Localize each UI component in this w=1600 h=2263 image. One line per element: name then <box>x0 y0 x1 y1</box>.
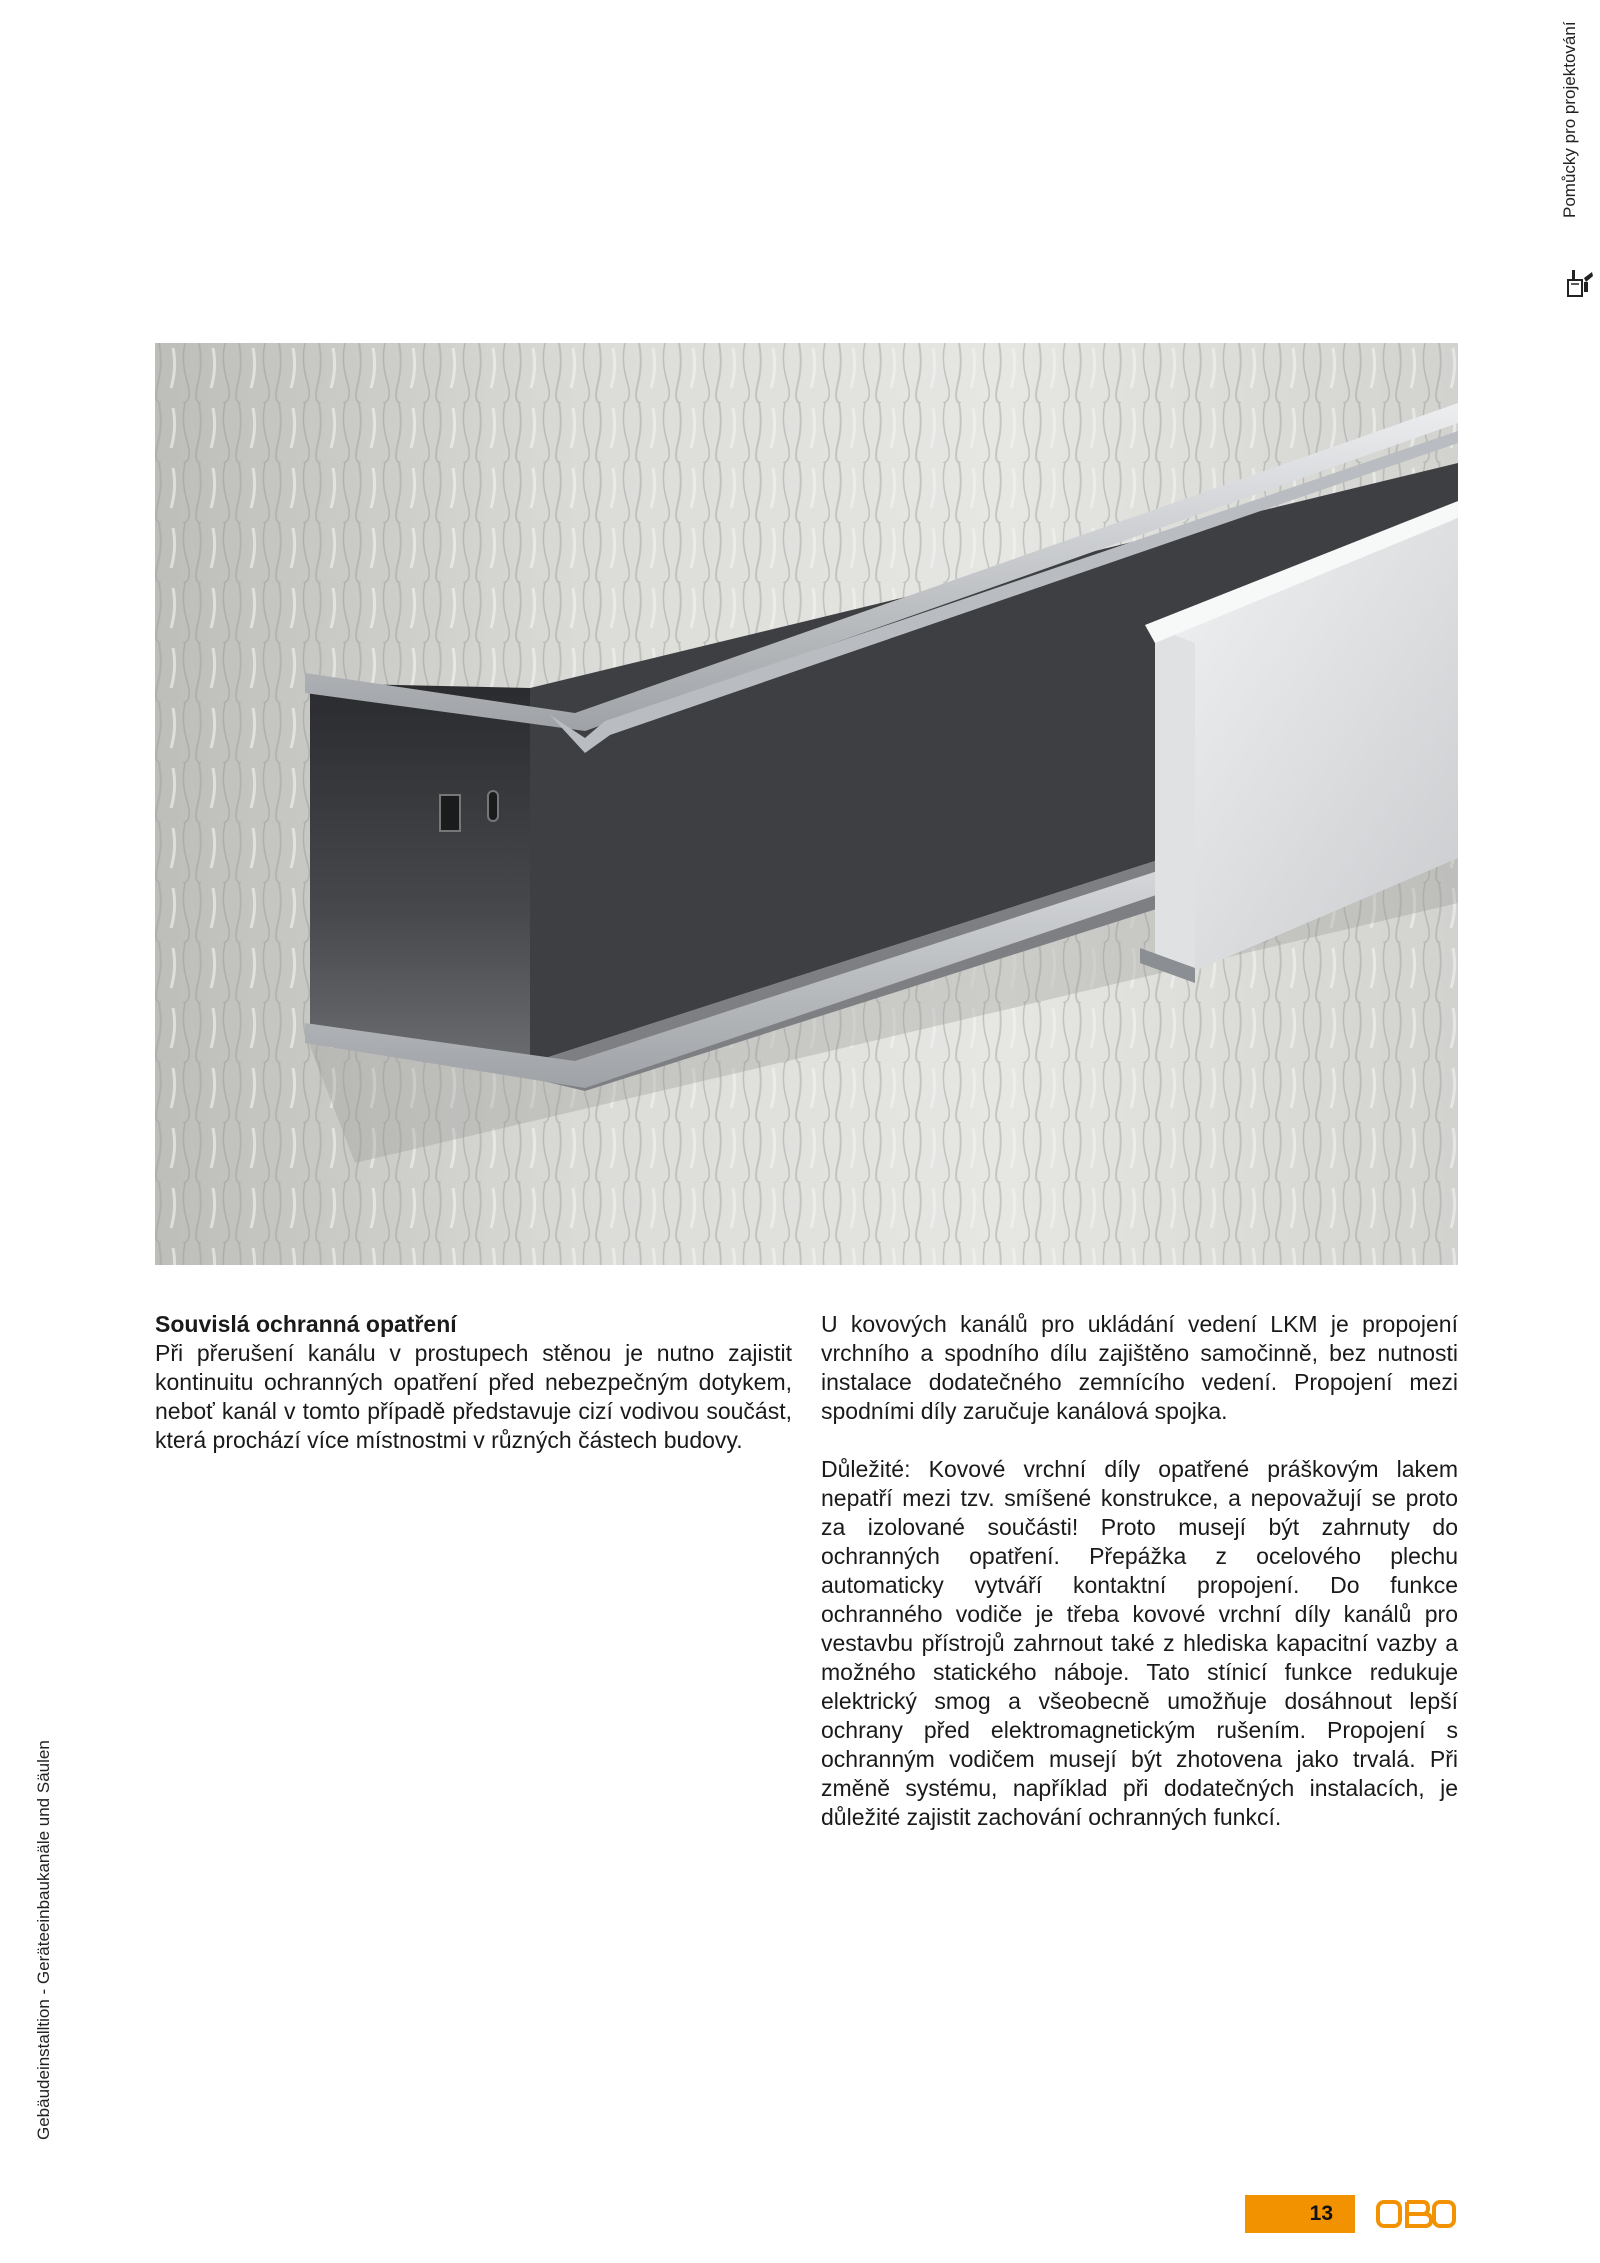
right-text-column <box>821 1310 1458 1832</box>
right-paragraph-1: U kovových kanálů pro ukládání vedení LKM je propojení vrchního a spodního dílu zajištěno samočinně, bez nutnosti instalace dodatečného zemnícího vedení. Propojení mezi spodními díly zaručuje kanálová spojka. <box>821 1311 1458 1424</box>
right-paragraph-2: Důležité: Kovové vrchní díly opatřené práškovým lakem nepatří mezi tzv. smíšené konstrukce, a nepovažují se proto za izolované součásti! Proto musejí být zahrnuty do ochranných opatření. Přepážka z ocelového plechu automaticky vytváří kontaktní propojení. Do funkce ochranného vodiče je třeba kovové vrchní díly kanálů pro vestavbu přístrojů zahrnout také z hlediska kapacitní vazby a možného statického náboje. Tato stínicí funkce redukuje elektrický smog a všeobecně umožňuje dosáhnout lepší ochrany před elektromagnetickým rušením. Propojení s ochranným vodičem musejí být zhotovena jako trvalá. Při změně systému, například při dodatečných instalacích, je důležité zajistit zachování ochranných funkcí. <box>821 1456 1458 1830</box>
document-title-vertical: Gebäudeinstalltion - Geräteeinbaukanäle und Säulen <box>34 1740 53 2140</box>
cable-duct-photo <box>155 343 1458 1265</box>
left-paragraph: Při přerušení kanálu v prostupech stěnou je nutno zajistit kontinuitu ochranných opatření před nebezpečným dotykem, neboť kanál v tomto případě představuje cizí vodivou součást, která prochází více místnostmi v různých částech budovy. <box>155 1340 792 1453</box>
left-text-column <box>155 1310 792 1455</box>
obo-logo <box>1375 2197 1457 2231</box>
section-title-vertical: Pomůcky pro projektování <box>1560 21 1579 218</box>
tools-book-icon <box>1566 268 1594 298</box>
section-heading: Souvislá ochranná opatření <box>155 1311 457 1337</box>
page-number: 13 <box>1245 2195 1355 2233</box>
